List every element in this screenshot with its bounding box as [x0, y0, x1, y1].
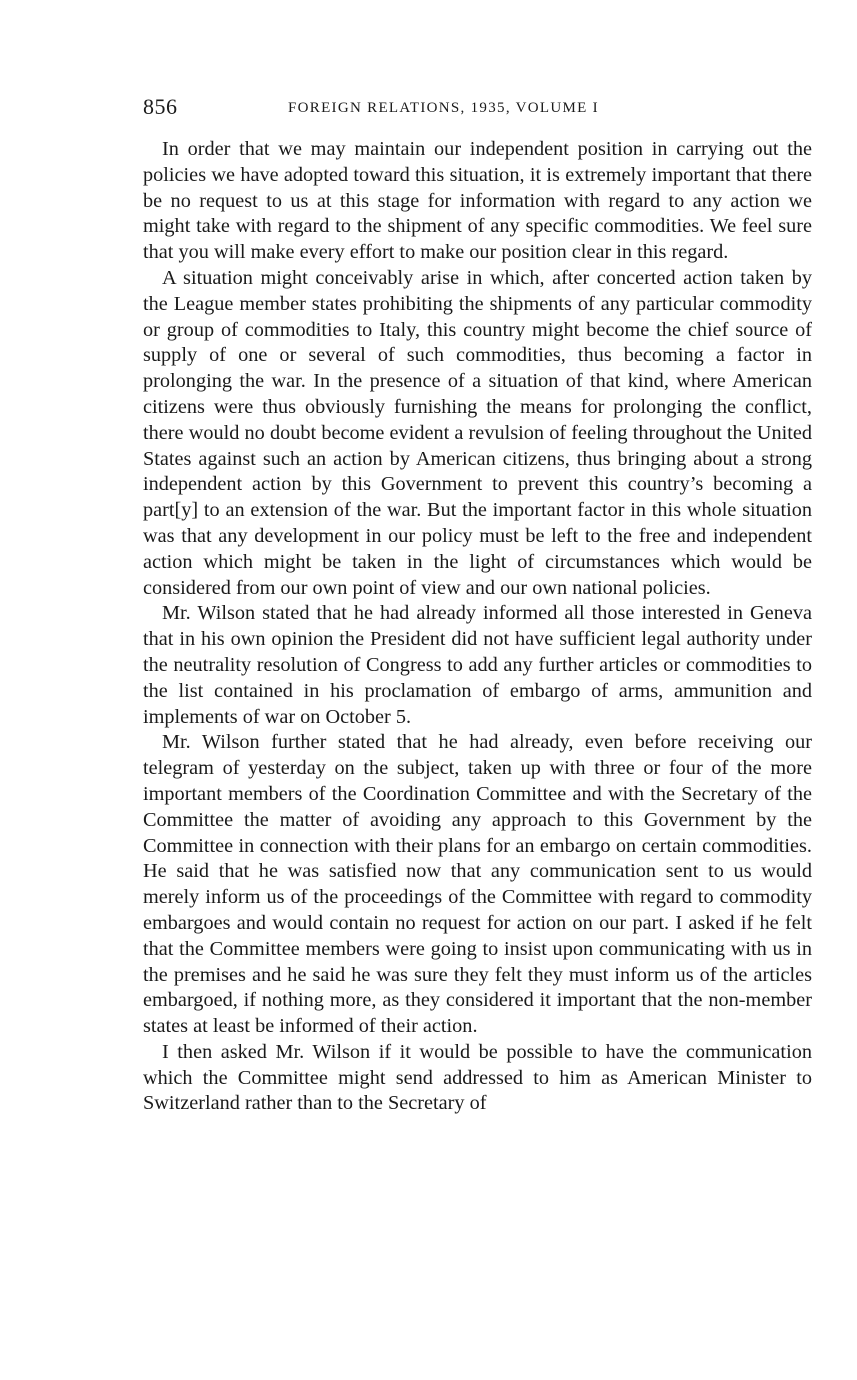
running-title: FOREIGN RELATIONS, 1935, VOLUME I	[288, 100, 599, 116]
body-text	[143, 137, 812, 1117]
paragraph-2: A situation might conceivably arise in which, after concerted action taken by the League member states prohibiting the shipments of any particular commodity or group of commodities to Italy, this country might become the chief source of supply of one or several of such commodities, thus becoming a factor in prolonging the war. In the presence of a situation of that kind, where American citizens were thus obviously furnishing the means for prolonging the conflict, there would no doubt become evident a revulsion of feeling throughout the United States against such an action by American citizens, thus bringing about a strong independent action by this Government to prevent this country’s becoming a part[y] to an extension of the war. But the important factor in this whole situation was that any development in our policy must be left to the free and independent action which might be taken in the light of circumstances which would be considered from our own point of view and our own national policies.	[143, 266, 812, 599]
page-number: 856	[143, 94, 178, 119]
running-head	[143, 92, 813, 122]
paragraph-5: I then asked Mr. Wilson if it would be possible to have the communication which the Committee might send addressed to him as American Minister to Switzerland rather than to the Secretary of	[143, 1040, 812, 1115]
paragraph-4: Mr. Wilson further stated that he had already, even before receiving our telegram of yesterday on the subject, taken up with three or four of the more important members of the Coordination Committee and with the Secretary of the Committee the matter of avoiding any approach to this Government by the Committee in connection with their plans for an embargo on certain commodities. He said that he was satisfied now that any communication sent to us would merely inform us of the proceedings of the Committee with regard to commodity embargoes and would contain no request for action on our part. I asked if he felt that the Committee members were going to insist upon communicating with us in the premises and he said he was sure they felt they must inform us of the articles embargoed, if nothing more, as they considered it important that the non-member states at least be informed of their action.	[143, 731, 812, 1038]
paragraph-1: In order that we may maintain our independent position in carrying out the policies we have adopted toward this situation, it is extremely important that there be no request to us at this stage for information with regard to any action we might take with regard to the shipment of any specific commodities. We feel sure that you will make every effort to make our position clear in this regard.	[143, 138, 812, 264]
paragraph-3: Mr. Wilson stated that he had already informed all those interested in Geneva that in his own opinion the President did not have sufficient legal authority under the neutrality resolution of Congress to add any further articles or commodities to the list contained in his proclamation of embargo of arms, ammunition and implements of war on October 5.	[143, 602, 812, 728]
